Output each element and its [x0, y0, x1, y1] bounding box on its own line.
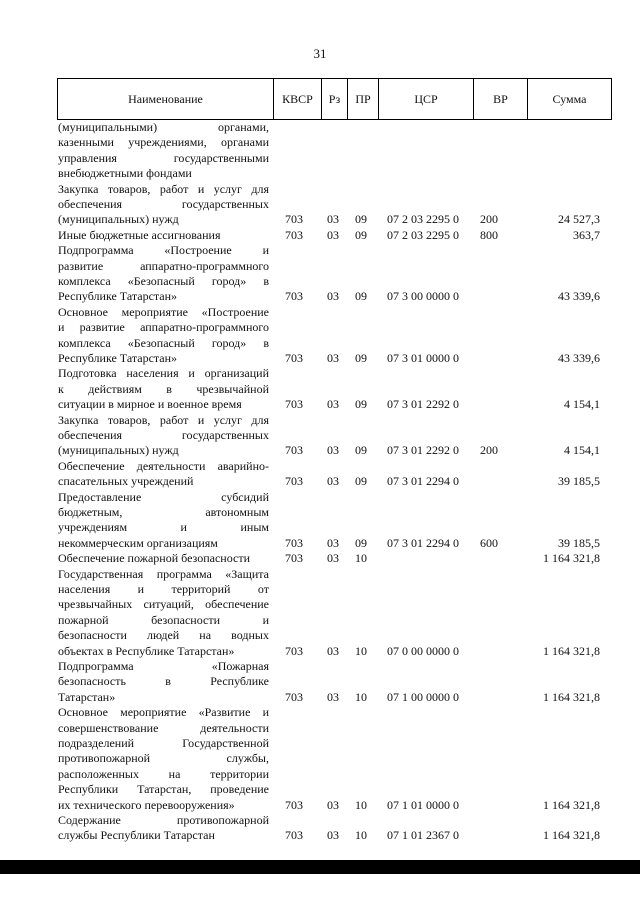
cell-kvsr: 703 — [285, 443, 303, 458]
cell-pr: 09 — [355, 227, 367, 242]
row-name-line: внебюджетными фондами — [58, 166, 192, 181]
table-row — [57, 705, 612, 813]
row-name-line: Иные бюджетные ассигнования — [58, 227, 221, 242]
cell-sum: 363,7 — [573, 227, 600, 242]
table-row — [57, 228, 612, 243]
cell-kvsr: 703 — [285, 797, 303, 812]
cell-pr: 09 — [355, 289, 367, 304]
row-name-line: Закупка товаров, работ и услуг для — [58, 412, 269, 427]
cell-sum: 1 164 321,8 — [543, 551, 600, 566]
header-sum: Сумма — [552, 92, 587, 106]
row-name — [58, 413, 269, 459]
cell-csr: 07 1 01 0000 0 — [387, 797, 459, 812]
row-name — [58, 659, 269, 705]
row-name-line: бюджетным, автономным — [58, 505, 269, 519]
cell-sum: 4 154,1 — [564, 397, 600, 412]
cell-rz: 03 — [327, 443, 339, 458]
cell-csr: 07 3 01 2292 0 — [387, 443, 459, 458]
row-name-line: Обеспечение деятельности аварийно- — [58, 458, 269, 473]
table-row — [57, 551, 612, 566]
table-row — [57, 243, 612, 305]
row-name-line: Основное мероприятие «Развитие и — [58, 705, 269, 720]
cell-csr: 07 3 01 2294 0 — [387, 474, 459, 489]
scan-border — [0, 860, 640, 874]
cell-pr: 10 — [355, 797, 367, 812]
cell-sum: 1 164 321,8 — [543, 643, 600, 658]
cell-csr: 07 2 03 2295 0 — [387, 227, 459, 242]
cell-kvsr: 703 — [285, 397, 303, 412]
row-name-line: к действиям в чрезвычайной — [58, 381, 269, 396]
row-name — [58, 182, 269, 228]
row-name-line: безопасность в Республике — [58, 674, 269, 689]
cell-rz: 03 — [327, 551, 339, 566]
cell-rz: 03 — [327, 397, 339, 412]
row-name-line: совершенствование деятельности — [58, 720, 269, 735]
cell-rz: 03 — [327, 535, 339, 550]
cell-kvsr: 703 — [285, 828, 303, 843]
cell-csr: 07 2 03 2295 0 — [387, 212, 459, 227]
row-name-line: объектах в Республике Татарстан» — [58, 643, 235, 658]
cell-csr: 07 0 00 0000 0 — [387, 643, 459, 658]
cell-rz: 03 — [327, 797, 339, 812]
row-name — [58, 366, 269, 412]
cell-pr: 09 — [355, 212, 367, 227]
row-name-line: подразделений Государственной — [58, 736, 269, 750]
row-name-line: спасательных учреждений — [58, 474, 194, 489]
cell-pr: 09 — [355, 397, 367, 412]
row-name-line: пожарной безопасности и — [58, 612, 269, 627]
row-name-line: службы Республики Татарстан — [58, 828, 215, 843]
cell-pr: 09 — [355, 535, 367, 550]
cell-kvsr: 703 — [285, 474, 303, 489]
table-row — [57, 366, 612, 412]
cell-rz: 03 — [327, 350, 339, 365]
cell-kvsr: 703 — [285, 289, 303, 304]
cell-pr: 10 — [355, 551, 367, 566]
row-name-line: Республики Татарстан, проведение — [58, 782, 269, 797]
row-name-line: Обеспечение пожарной безопасности — [58, 551, 251, 566]
row-name — [58, 490, 269, 552]
row-name — [58, 228, 269, 243]
header-pr: ПР — [348, 79, 379, 119]
cell-vr: 200 — [480, 443, 498, 458]
cell-rz: 03 — [327, 689, 339, 704]
row-name-line: Республике Татарстан» — [58, 289, 178, 304]
row-name-line: Подпрограмма «Построение и — [58, 243, 269, 258]
row-name-line: чрезвычайных ситуаций, обеспечение — [58, 597, 269, 612]
header-name: Наименование — [58, 79, 274, 119]
table-row — [57, 120, 612, 182]
cell-kvsr: 703 — [285, 350, 303, 365]
row-name — [58, 243, 269, 305]
row-name-line: Основное мероприятие «Построение — [58, 304, 269, 319]
cell-kvsr: 703 — [285, 689, 303, 704]
cell-csr: 07 3 00 0000 0 — [387, 289, 459, 304]
cell-sum: 24 527,3 — [558, 212, 600, 227]
cell-kvsr: 703 — [285, 535, 303, 550]
cell-csr: 07 3 01 2292 0 — [387, 397, 459, 412]
cell-kvsr: 703 — [285, 551, 303, 566]
row-name-line: Республике Татарстан» — [58, 351, 178, 366]
row-name — [58, 459, 269, 490]
row-name-line: обеспечения государственных — [58, 428, 269, 442]
cell-kvsr: 703 — [285, 643, 303, 658]
header-csr: ЦСР — [379, 79, 474, 119]
row-name-line: (муниципальными) органами, — [58, 120, 269, 134]
cell-rz: 03 — [327, 212, 339, 227]
cell-pr: 10 — [355, 689, 367, 704]
row-name-line: Предоставление субсидий — [58, 489, 269, 504]
cell-pr: 09 — [355, 474, 367, 489]
cell-sum: 1 164 321,8 — [543, 689, 600, 704]
cell-kvsr: 703 — [285, 212, 303, 227]
cell-kvsr: 703 — [285, 227, 303, 242]
row-name — [58, 120, 269, 182]
table-row — [57, 305, 612, 367]
row-name-line: Государственная программа «Защита — [58, 566, 269, 581]
table-header — [57, 78, 612, 120]
row-name — [58, 567, 269, 659]
table-row — [57, 567, 612, 659]
page-number: 31 — [313, 46, 327, 61]
cell-rz: 03 — [327, 227, 339, 242]
row-name-line: управления государственными — [58, 150, 269, 165]
row-name — [58, 813, 269, 844]
cell-pr: 09 — [355, 443, 367, 458]
header-vr: ВР — [474, 79, 528, 119]
cell-sum: 43 339,6 — [558, 350, 600, 365]
header-kvsr: КВСР — [274, 79, 322, 119]
row-name-line: Подготовка населения и организаций — [58, 366, 269, 381]
cell-rz: 03 — [327, 474, 339, 489]
cell-csr: 07 1 00 0000 0 — [387, 689, 459, 704]
row-name-line: обеспечения государственных — [58, 197, 269, 211]
cell-pr: 09 — [355, 350, 367, 365]
cell-csr: 07 3 01 0000 0 — [387, 350, 459, 365]
table-row — [57, 182, 612, 228]
cell-vr: 600 — [480, 535, 498, 550]
row-name-line: и развитие аппаратно-программного — [58, 320, 269, 335]
cell-csr: 07 3 01 2294 0 — [387, 535, 459, 550]
table-row — [57, 659, 612, 705]
table-row — [57, 490, 612, 552]
cell-vr: 800 — [480, 227, 498, 242]
row-name-line: противопожарной службы, — [58, 751, 269, 766]
cell-rz: 03 — [327, 289, 339, 304]
row-name-line: Татарстан» — [58, 689, 116, 704]
cell-sum: 1 164 321,8 — [543, 797, 600, 812]
table-row — [57, 813, 612, 844]
row-name-line: комплекса «Безопасный город» в — [58, 274, 269, 288]
cell-sum: 1 164 321,8 — [543, 828, 600, 843]
row-name-line: Подпрограмма «Пожарная — [58, 659, 269, 673]
cell-pr: 10 — [355, 643, 367, 658]
row-name-line: ситуации в мирное и военное время — [58, 397, 242, 412]
row-name-line: расположенных на территории — [58, 766, 269, 781]
table-row — [57, 413, 612, 459]
cell-sum: 4 154,1 — [564, 443, 600, 458]
cell-pr: 10 — [355, 828, 367, 843]
cell-sum: 39 185,5 — [558, 535, 600, 550]
cell-sum: 43 339,6 — [558, 289, 600, 304]
row-name-line: безопасности людей на водных — [58, 628, 269, 643]
row-name-line: Закупка товаров, работ и услуг для — [58, 181, 269, 196]
row-name-line: (муниципальных) нужд — [58, 443, 179, 458]
row-name-line: их технического перевооружения» — [58, 797, 235, 812]
row-name-line: (муниципальных) нужд — [58, 212, 179, 227]
row-name-line: комплекса «Безопасный город» в — [58, 335, 269, 350]
table-row — [57, 459, 612, 490]
row-name — [58, 305, 269, 367]
cell-rz: 03 — [327, 643, 339, 658]
cell-sum: 39 185,5 — [558, 474, 600, 489]
row-name-line: казенными учреждениями, органами — [58, 135, 269, 150]
header-rz: Рз — [322, 79, 348, 119]
row-name-line: некоммерческим организациям — [58, 535, 218, 550]
row-name-line: развитие аппаратно-программного — [58, 258, 269, 273]
cell-csr: 07 1 01 2367 0 — [387, 828, 459, 843]
cell-vr: 200 — [480, 212, 498, 227]
cell-rz: 03 — [327, 828, 339, 843]
row-name-line: населения и территорий от — [58, 582, 269, 596]
row-name-line: Содержание противопожарной — [58, 813, 269, 827]
row-name-line: учреждениям и иным — [58, 520, 269, 535]
row-name — [58, 551, 269, 566]
row-name — [58, 705, 269, 813]
